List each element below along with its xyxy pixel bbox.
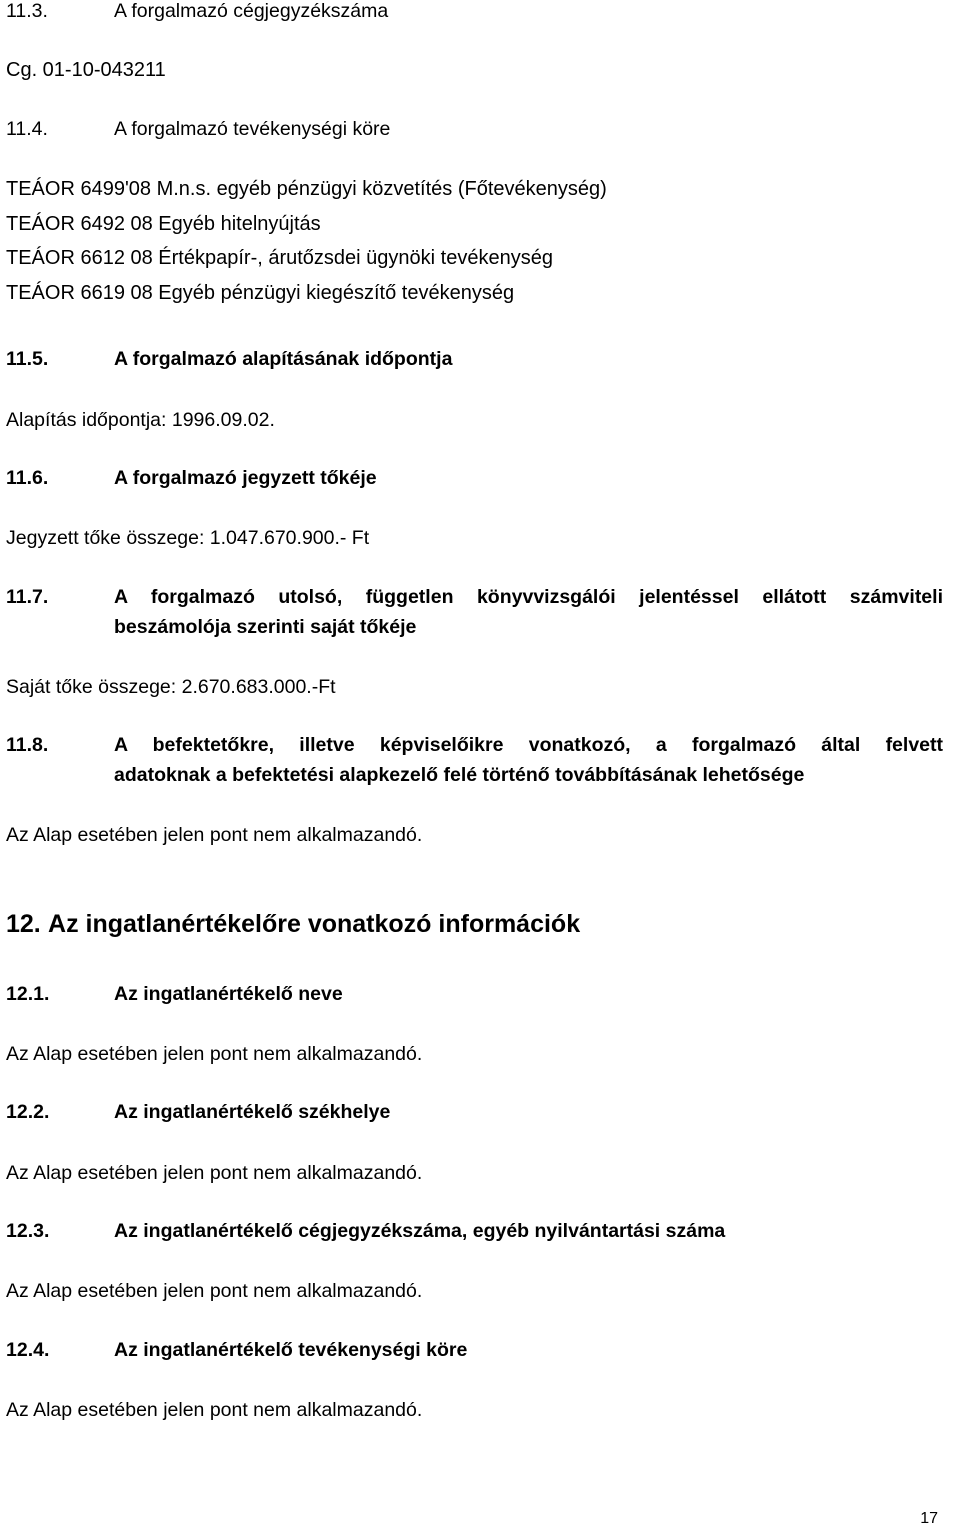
not-applicable-note: Az Alap esetében jelen pont nem alkalmazandó. <box>6 1399 423 1421</box>
section-number: 12.1. <box>6 983 50 1005</box>
section-11-3-heading <box>6 0 943 26</box>
section-number: 12.4. <box>6 1339 50 1361</box>
not-applicable-note: Az Alap esetében jelen pont nem alkalmazandó. <box>6 824 423 846</box>
page-number: 17 <box>920 1510 938 1527</box>
section-11-7-heading <box>6 582 943 642</box>
not-applicable-note: Az Alap esetében jelen pont nem alkalmazandó. <box>6 1043 423 1065</box>
chapter-12-heading <box>6 910 580 939</box>
section-title: Az ingatlanértékelő tevékenységi köre <box>114 1339 468 1361</box>
section-title-line-1: A forgalmazó utolsó, független könyvvizsgálói jelentéssel ellátott számviteli <box>114 586 943 608</box>
section-title: A forgalmazó tevékenységi köre <box>114 118 391 140</box>
equity-amount: Saját tőke összege: 2.670.683.000.-Ft <box>6 676 336 698</box>
section-12-1-heading <box>6 979 943 1009</box>
company-registration-number: Cg. 01-10-043211 <box>6 59 166 81</box>
section-title: Az ingatlanértékelő székhelye <box>114 1101 391 1123</box>
section-12-3-heading <box>6 1216 943 1246</box>
section-title-line-2: beszámolója szerinti saját tőkéje <box>114 616 417 638</box>
founding-date: Alapítás időpontja: 1996.09.02. <box>6 409 275 431</box>
not-applicable-note: Az Alap esetében jelen pont nem alkalmazandó. <box>6 1162 423 1184</box>
section-title: A forgalmazó jegyzett tőkéje <box>114 467 377 489</box>
section-title: Az ingatlanértékelő cégjegyzékszáma, egyéb nyilvántartási száma <box>114 1220 726 1242</box>
chapter-number: 12. <box>6 910 41 938</box>
activity-line: TEÁOR 6499'08 M.n.s. egyéb pénzügyi közvetítés (Főtevékenység) <box>6 178 607 200</box>
section-title: A forgalmazó alapításának időpontja <box>114 348 453 370</box>
section-number: 11.6. <box>6 467 49 489</box>
section-title: A forgalmazó cégjegyzékszáma <box>114 0 389 22</box>
section-title: Az ingatlanértékelő neve <box>114 983 343 1005</box>
section-11-4-heading <box>6 114 943 144</box>
section-11-5-heading <box>6 344 943 374</box>
subscribed-capital: Jegyzett tőke összege: 1.047.670.900.- Ft <box>6 527 370 549</box>
section-number: 11.5. <box>6 348 49 370</box>
section-11-8-heading <box>6 730 943 790</box>
chapter-title: Az ingatlanértékelőre vonatkozó információk <box>48 910 581 938</box>
activity-line: TEÁOR 6492 08 Egyéb hitelnyújtás <box>6 213 321 235</box>
section-12-2-heading <box>6 1097 943 1127</box>
section-number: 11.3. <box>6 0 48 22</box>
section-number: 11.8. <box>6 734 49 756</box>
section-number: 11.7. <box>6 586 49 608</box>
section-number: 12.2. <box>6 1101 50 1123</box>
not-applicable-note: Az Alap esetében jelen pont nem alkalmazandó. <box>6 1280 423 1302</box>
section-11-6-heading <box>6 463 943 493</box>
activity-line: TEÁOR 6619 08 Egyéb pénzügyi kiegészítő tevékenység <box>6 282 515 304</box>
section-number: 12.3. <box>6 1220 50 1242</box>
section-12-4-heading <box>6 1335 943 1365</box>
section-title-line-1: A befektetőkre, illetve képviselőikre vonatkozó, a forgalmazó által felvett <box>114 734 943 756</box>
section-number: 11.4. <box>6 118 48 140</box>
activity-line: TEÁOR 6612 08 Értékpapír-, árutőzsdei ügynöki tevékenység <box>6 247 553 269</box>
section-title-line-2: adatoknak a befektetési alapkezelő felé történő továbbításának lehetősége <box>114 764 805 786</box>
